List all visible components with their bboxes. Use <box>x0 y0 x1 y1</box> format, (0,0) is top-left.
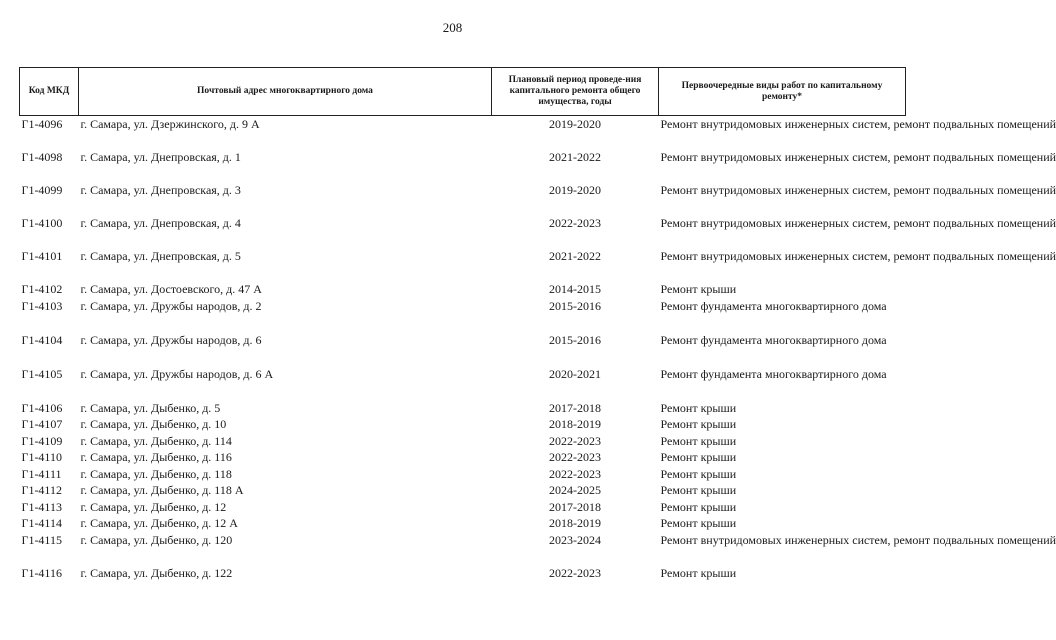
row-period: 2019-2020 <box>549 183 601 197</box>
table-row <box>20 332 906 366</box>
row-period: 2021-2022 <box>549 150 601 164</box>
row-code: Г1-4113 <box>21 499 62 514</box>
row-period: 2015-2016 <box>549 298 601 313</box>
row-code: Г1-4100 <box>21 216 63 230</box>
row-code: Г1-4106 <box>21 400 63 415</box>
row-works: Ремонт крыши <box>660 282 737 296</box>
table-row <box>20 482 906 499</box>
table-row <box>20 400 906 417</box>
page-number: 208 <box>442 20 463 35</box>
row-code: Г1-4110 <box>21 450 62 464</box>
header-address: Почтовый адрес многоквартирного дома <box>79 68 492 116</box>
row-address: г. Самара, ул. Дружбы народов, д. 2 <box>80 298 262 313</box>
row-period: 2017-2018 <box>549 400 601 415</box>
row-address: г. Самара, ул. Дыбенко, д. 10 <box>80 417 227 431</box>
table-row <box>20 116 906 150</box>
row-address: г. Самара, ул. Дзержинского, д. 9 А <box>80 117 260 131</box>
table-row <box>20 281 906 298</box>
row-works: Ремонт фундамента многоквартирного дома <box>660 298 887 313</box>
table-row <box>20 433 906 450</box>
row-period: 2018-2019 <box>549 417 601 431</box>
row-works: Ремонт фундамента многоквартирного дома <box>660 332 887 347</box>
row-code: Г1-4096 <box>21 117 63 131</box>
row-period: 2018-2019 <box>549 516 601 530</box>
table-row <box>20 149 906 182</box>
row-works: Ремонт внутридомовых инженерных систем, ремонт подвальных помещений <box>660 532 1056 547</box>
row-address: г. Самара, ул. Дружбы народов, д. 6 <box>80 332 262 347</box>
row-works: Ремонт внутридомовых инженерных систем, ремонт подвальных помещений <box>660 117 1056 131</box>
row-period: 2024-2025 <box>549 483 601 497</box>
row-works: Ремонт внутридомовых инженерных систем, ремонт подвальных помещений <box>660 216 1056 230</box>
row-address: г. Самара, ул. Дыбенко, д. 118 <box>80 466 232 481</box>
row-period: 2022-2023 <box>549 216 601 230</box>
row-works: Ремонт крыши <box>660 466 737 481</box>
row-works: Ремонт крыши <box>660 483 737 497</box>
row-works: Ремонт фундамента многоквартирного дома <box>660 366 887 381</box>
table-row <box>20 565 906 582</box>
header-code: Код МКД <box>20 68 79 116</box>
row-period: 2022-2023 <box>549 433 601 448</box>
row-address: г. Самара, ул. Дыбенко, д. 12 <box>80 499 227 514</box>
row-address: г. Самара, ул. Дыбенко, д. 118 А <box>80 483 244 497</box>
table-row <box>20 416 906 433</box>
row-address: г. Самара, ул. Дыбенко, д. 12 А <box>80 516 238 530</box>
table-row <box>20 449 906 466</box>
row-period: 2014-2015 <box>549 282 601 296</box>
repair-schedule-table <box>19 67 1056 581</box>
table-header-row <box>20 68 906 116</box>
row-period: 2022-2023 <box>549 466 601 481</box>
table-row <box>20 248 906 281</box>
row-works: Ремонт крыши <box>660 499 737 514</box>
row-code: Г1-4101 <box>21 249 63 263</box>
row-period: 2023-2024 <box>549 532 601 547</box>
table-row <box>20 515 906 532</box>
row-address: г. Самара, ул. Дружбы народов, д. 6 А <box>80 366 274 381</box>
row-address: г. Самара, ул. Дыбенко, д. 114 <box>80 433 232 448</box>
row-works: Ремонт крыши <box>660 516 737 530</box>
row-code: Г1-4115 <box>21 532 62 547</box>
header-period: Плановый период проведе-ния капитального ремонта общего имущества, годы <box>492 68 659 116</box>
row-works: Ремонт внутридомовых инженерных систем, ремонт подвальных помещений <box>660 249 1056 263</box>
row-period: 2020-2021 <box>549 366 601 381</box>
row-works: Ремонт крыши <box>660 450 737 464</box>
row-address: г. Самара, ул. Дыбенко, д. 122 <box>80 565 233 580</box>
row-code: Г1-4107 <box>21 417 63 431</box>
table-row <box>20 532 906 565</box>
table-row <box>20 366 906 400</box>
table-row <box>20 466 906 483</box>
table-row <box>20 499 906 516</box>
row-address: г. Самара, ул. Дыбенко, д. 116 <box>80 450 232 464</box>
row-address: г. Самара, ул. Дыбенко, д. 5 <box>80 400 221 415</box>
row-address: г. Самара, ул. Дыбенко, д. 120 <box>80 532 233 547</box>
row-works: Ремонт внутридомовых инженерных систем, ремонт подвальных помещений <box>660 183 1056 197</box>
row-works: Ремонт крыши <box>660 565 737 580</box>
row-address: г. Самара, ул. Днепровская, д. 5 <box>80 249 241 263</box>
row-code: Г1-4116 <box>21 565 62 580</box>
row-period: 2022-2023 <box>549 450 601 464</box>
row-works: Ремонт внутридомовых инженерных систем, ремонт подвальных помещений <box>660 150 1056 164</box>
row-code: Г1-4105 <box>21 366 63 381</box>
row-code: Г1-4102 <box>21 282 63 296</box>
row-works: Ремонт крыши <box>660 417 737 431</box>
row-address: г. Самара, ул. Днепровская, д. 4 <box>80 216 241 230</box>
row-address: г. Самара, ул. Днепровская, д. 1 <box>80 150 241 164</box>
row-works: Ремонт крыши <box>660 433 737 448</box>
row-code: Г1-4111 <box>21 466 62 481</box>
row-code: Г1-4104 <box>21 332 63 347</box>
row-period: 2022-2023 <box>549 565 601 580</box>
row-period: 2017-2018 <box>549 499 601 514</box>
row-code: Г1-4114 <box>21 516 62 530</box>
table-row <box>20 298 906 332</box>
table-row <box>20 182 906 215</box>
row-period: 2019-2020 <box>549 117 601 131</box>
row-address: г. Самара, ул. Достоевского, д. 47 А <box>80 282 262 296</box>
row-code: Г1-4098 <box>21 150 63 164</box>
row-period: 2021-2022 <box>549 249 601 263</box>
table-row <box>20 215 906 248</box>
row-code: Г1-4103 <box>21 298 63 313</box>
row-address: г. Самара, ул. Днепровская, д. 3 <box>80 183 241 197</box>
row-code: Г1-4099 <box>21 183 63 197</box>
row-code: Г1-4109 <box>21 433 63 448</box>
row-code: Г1-4112 <box>21 483 62 497</box>
row-works: Ремонт крыши <box>660 400 737 415</box>
row-period: 2015-2016 <box>549 332 601 347</box>
header-works: Первоочередные виды работ по капитальному ремонту* <box>659 68 906 116</box>
